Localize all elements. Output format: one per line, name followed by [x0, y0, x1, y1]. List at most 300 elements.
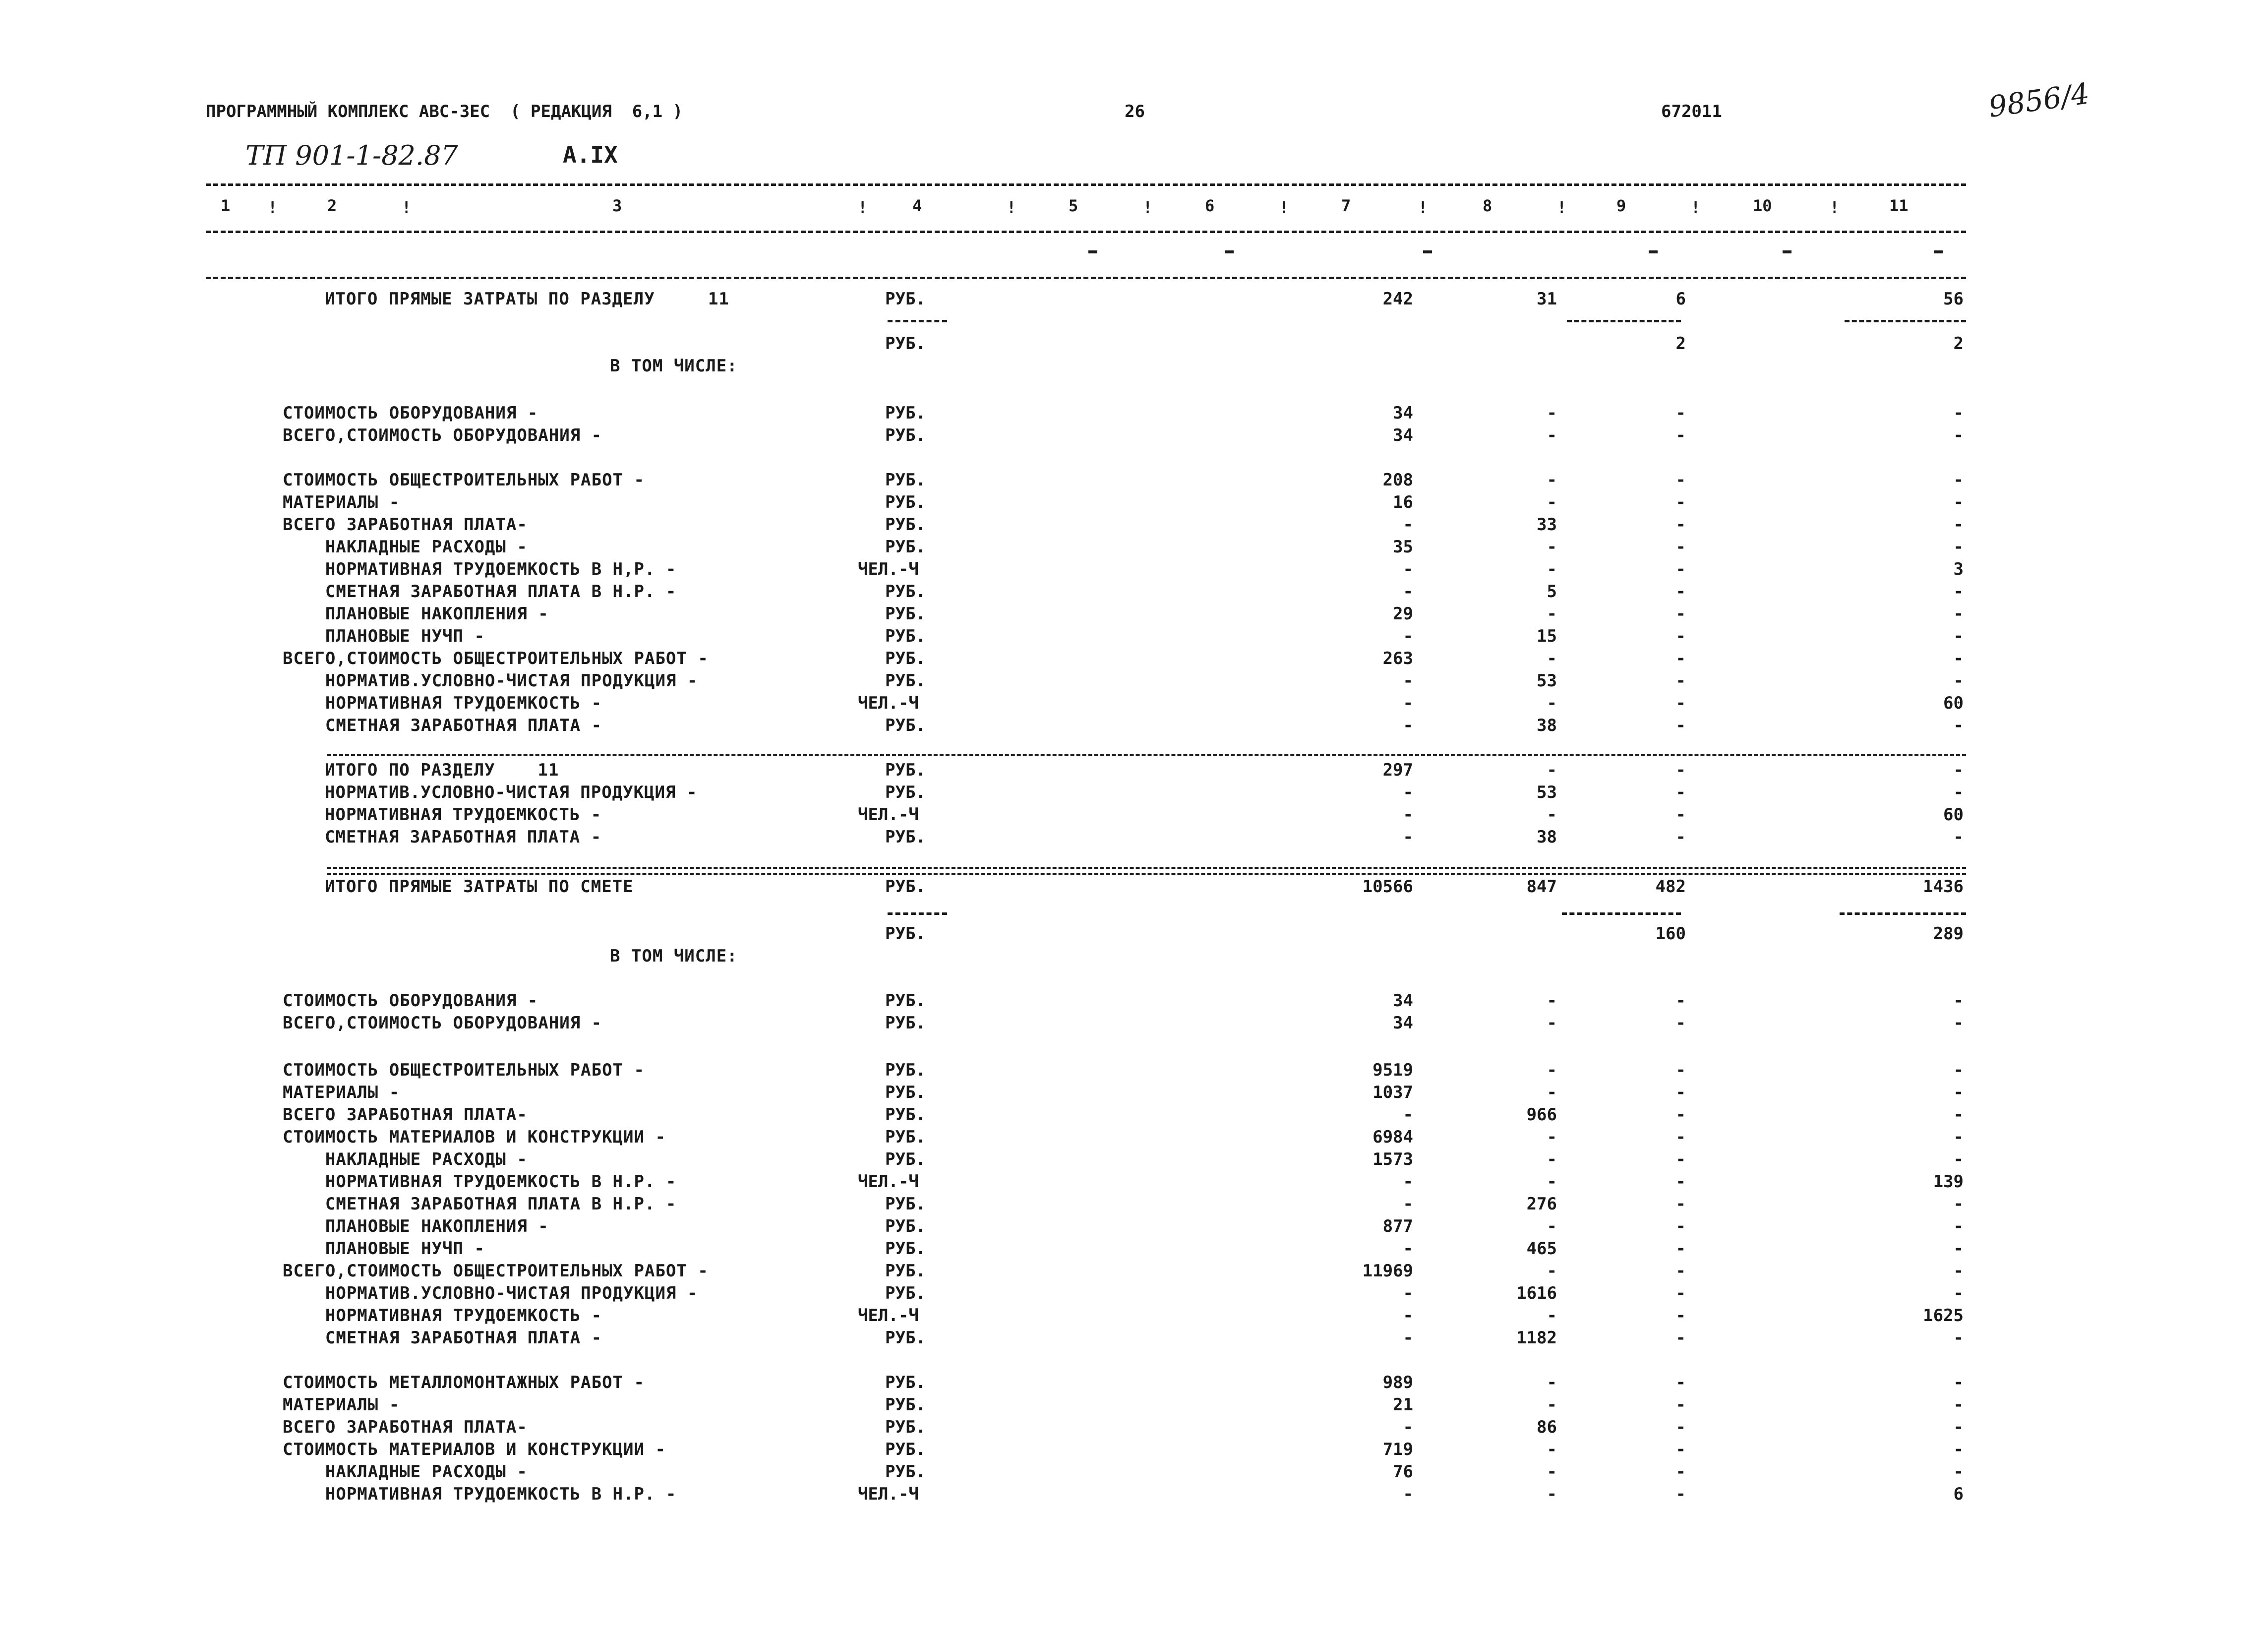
- cell-col-9: 2: [1675, 334, 1686, 354]
- cell-col-7: -: [1403, 783, 1413, 802]
- row-label: НОРМАТИВ.УСЛОВНО-ЧИСТАЯ ПРОДУКЦИЯ -: [283, 671, 698, 691]
- cell-col-8: -: [1547, 1306, 1557, 1326]
- cell-col-11: -: [1953, 1216, 1964, 1236]
- cell-col-11: -: [1953, 470, 1964, 490]
- row-unit: РУБ.: [885, 515, 926, 535]
- row-label: НОРМАТИВНАЯ ТРУДОЕМКОСТЬ В Н,Р. -: [283, 559, 677, 579]
- column-dash: [1783, 250, 1791, 253]
- cell-col-8: 5: [1547, 582, 1557, 602]
- cell-col-7: -: [1403, 805, 1413, 825]
- cell-col-9: -: [1675, 1083, 1686, 1102]
- section-rule-2: [327, 867, 1966, 869]
- table-row: [0, 1059, 2268, 1082]
- table-row: [0, 714, 2268, 737]
- cell-col-9: -: [1675, 425, 1686, 445]
- cell-col-8: 15: [1537, 626, 1557, 646]
- table-row: [0, 424, 2268, 447]
- table-row: [0, 826, 2268, 848]
- unit-underline-1: [888, 320, 947, 322]
- row-unit: РУБ.: [885, 1239, 926, 1259]
- cell-col-7: 76: [1393, 1462, 1413, 1482]
- row-label: НОРМАТИВНАЯ ТРУДОЕМКОСТЬ -: [283, 1306, 602, 1326]
- cell-col-8: 847: [1526, 877, 1557, 897]
- cell-col-7: 34: [1393, 1013, 1413, 1033]
- table-row: [0, 288, 2268, 310]
- cell-col-7: -: [1403, 1239, 1413, 1259]
- row-label: НОРМАТИВ.УСЛОВНО-ЧИСТАЯ ПРОДУКЦИЯ -: [325, 783, 698, 802]
- cell-col-8: -: [1547, 805, 1557, 825]
- row-unit: РУБ.: [885, 537, 926, 557]
- table-row: [0, 803, 2268, 826]
- row-unit: РУБ.: [885, 1283, 926, 1303]
- row-unit: РУБ.: [885, 1194, 926, 1214]
- cell-col-7: -: [1403, 559, 1413, 579]
- column-dash: [1934, 250, 1943, 253]
- cell-col-8: -: [1547, 559, 1557, 579]
- cell-col-11: -: [1953, 1440, 1964, 1459]
- cell-col-9: -: [1675, 582, 1686, 602]
- column-separator: !: [268, 198, 278, 217]
- cell-col-8: 38: [1537, 716, 1557, 735]
- row-label: НОРМАТИВНАЯ ТРУДОЕМКОСТЬ -: [325, 805, 602, 825]
- cell-col-9: -: [1675, 649, 1686, 668]
- column-separator: !: [1279, 198, 1289, 217]
- cell-col-7: -: [1403, 1484, 1413, 1504]
- table-row: [0, 513, 2268, 536]
- row-label: ВСЕГО ЗАРАБОТНАЯ ПЛАТА-: [283, 1417, 528, 1437]
- cell-col-11: -: [1953, 716, 1964, 735]
- cell-col-11: -: [1953, 1395, 1964, 1415]
- row-unit: РУБ.: [885, 582, 926, 602]
- row-unit: РУБ.: [885, 760, 926, 780]
- cell-col-8: -: [1547, 403, 1557, 423]
- cell-col-7: 1037: [1373, 1083, 1413, 1102]
- cell-col-9: -: [1675, 1373, 1686, 1392]
- cell-col-11: -: [1953, 1328, 1964, 1348]
- table-row: [0, 536, 2268, 558]
- column-number-7: 7: [1341, 196, 1351, 215]
- row-unit: РУБ.: [885, 1060, 926, 1080]
- row-unit: РУБ.: [885, 626, 926, 646]
- cell-col-7: 6984: [1373, 1127, 1413, 1147]
- cell-col-7: 719: [1382, 1440, 1413, 1459]
- row-unit: РУБ.: [885, 671, 926, 691]
- cell-col-7: 34: [1393, 403, 1413, 423]
- row-label: НОРМАТИВНАЯ ТРУДОЕМКОСТЬ -: [283, 693, 602, 713]
- row-label: МАТЕРИАЛЫ -: [283, 492, 400, 512]
- table-row: [0, 1170, 2268, 1193]
- row-label: НОРМАТИВ.УСЛОВНО-ЧИСТАЯ ПРОДУКЦИЯ -: [283, 1283, 698, 1303]
- column-number-1: 1: [221, 196, 231, 215]
- cell-col-11: 289: [1933, 924, 1964, 944]
- cell-col-9: -: [1675, 805, 1686, 825]
- row-label: ПЛАНОВЫЕ НУЧП -: [283, 1239, 485, 1259]
- cell-col-9: -: [1675, 827, 1686, 847]
- cell-col-9: -: [1675, 693, 1686, 713]
- column-number-10: 10: [1753, 196, 1772, 215]
- row-label: ВСЕГО,СТОИМОСТЬ ОБОРУДОВАНИЯ -: [283, 425, 602, 445]
- row-unit: ЧЕЛ.-Ч: [858, 1172, 919, 1192]
- cell-col-9: -: [1675, 515, 1686, 535]
- cell-col-8: -: [1547, 1484, 1557, 1504]
- cell-col-7: 1573: [1373, 1149, 1413, 1169]
- cell-col-11: -: [1953, 1060, 1964, 1080]
- table-row: [0, 1126, 2268, 1148]
- header-top-rule: [206, 183, 1966, 186]
- cell-col-8: 1182: [1516, 1328, 1557, 1348]
- row-unit: РУБ.: [885, 1105, 926, 1125]
- cell-col-9: -: [1675, 1328, 1686, 1348]
- row-unit: РУБ.: [885, 604, 926, 624]
- row-label: В ТОМ ЧИСЛЕ:: [610, 946, 738, 966]
- cell-col-7: -: [1403, 1283, 1413, 1303]
- cell-col-8: -: [1547, 1127, 1557, 1147]
- cell-col-9: -: [1675, 1395, 1686, 1415]
- row-label: ВСЕГО,СТОИМОСТЬ ОБОРУДОВАНИЯ -: [283, 1013, 602, 1033]
- table-row: [0, 1304, 2268, 1327]
- cell-col-7: -: [1403, 1194, 1413, 1214]
- cell-col-9: -: [1675, 1216, 1686, 1236]
- row-label: СМЕТНАЯ ЗАРАБОТНАЯ ПЛАТА -: [325, 827, 602, 847]
- row-unit: ЧЕЛ.-Ч: [858, 693, 919, 713]
- cell-col-8: 53: [1537, 671, 1557, 691]
- cell-col-9: -: [1675, 1261, 1686, 1281]
- cell-col-9: -: [1675, 1127, 1686, 1147]
- row-label: МАТЕРИАЛЫ -: [283, 1395, 400, 1415]
- table-row: [0, 491, 2268, 514]
- column-separator: !: [858, 198, 868, 217]
- row-label: ИТОГО ПРЯМЫЕ ЗАТРАТЫ ПО РАЗДЕЛУ 11: [325, 289, 729, 309]
- column-number-9: 9: [1616, 196, 1626, 215]
- cell-col-11: -: [1953, 425, 1964, 445]
- cell-col-8: 276: [1526, 1194, 1557, 1214]
- column-number-8: 8: [1483, 196, 1492, 215]
- cell-col-8: 465: [1526, 1239, 1557, 1259]
- cell-col-7: 35: [1393, 537, 1413, 557]
- cell-col-9: -: [1675, 626, 1686, 646]
- c11-underline-1: [1845, 320, 1966, 322]
- cell-col-11: 3: [1953, 559, 1964, 579]
- row-label: НОРМАТИВНАЯ ТРУДОЕМКОСТЬ В Н.Р. -: [283, 1484, 677, 1504]
- row-label: СТОИМОСТЬ ОБОРУДОВАНИЯ -: [283, 403, 538, 423]
- cell-col-7: -: [1403, 1105, 1413, 1125]
- row-label: ПЛАНОВЫЕ НУЧП -: [283, 626, 485, 646]
- cell-col-11: -: [1953, 1194, 1964, 1214]
- cell-col-11: 60: [1943, 693, 1964, 713]
- cell-col-11: -: [1953, 1013, 1964, 1033]
- table-row: [0, 692, 2268, 715]
- row-unit: РУБ.: [885, 334, 926, 354]
- cell-col-11: -: [1953, 403, 1964, 423]
- cell-col-9: -: [1675, 1306, 1686, 1326]
- column-dash: [1088, 250, 1097, 253]
- cell-col-9: -: [1675, 470, 1686, 490]
- row-label: СТОИМОСТЬ ОБЩЕСТРОИТЕЛЬНЫХ РАБОТ -: [283, 470, 645, 490]
- row-unit: РУБ.: [885, 289, 926, 309]
- cell-col-11: -: [1953, 991, 1964, 1011]
- unit-underline-2: [888, 912, 947, 915]
- cell-col-11: -: [1953, 1373, 1964, 1392]
- cell-col-7: -: [1403, 515, 1413, 535]
- c9-underline-2: [1562, 912, 1681, 915]
- row-label: СМЕТНАЯ ЗАРАБОТНАЯ ПЛАТА -: [283, 716, 602, 735]
- row-label: В ТОМ ЧИСЛЕ:: [610, 356, 738, 376]
- cell-col-9: 482: [1655, 877, 1686, 897]
- column-separator: !: [1830, 198, 1840, 217]
- cell-col-11: -: [1953, 492, 1964, 512]
- section-rule-1: [327, 754, 1966, 756]
- cell-col-7: 989: [1382, 1373, 1413, 1392]
- column-number-5: 5: [1069, 196, 1078, 215]
- row-label: СТОИМОСТЬ ОБОРУДОВАНИЯ -: [283, 991, 538, 1011]
- row-unit: ЧЕЛ.-Ч: [858, 805, 919, 825]
- cell-col-9: -: [1675, 783, 1686, 802]
- cell-col-9: -: [1675, 1105, 1686, 1125]
- table-row: [0, 1483, 2268, 1506]
- cell-col-8: -: [1547, 1462, 1557, 1482]
- row-unit: РУБ.: [885, 1395, 926, 1415]
- cell-col-8: -: [1547, 537, 1557, 557]
- row-unit: РУБ.: [885, 783, 926, 802]
- table-row: [0, 781, 2268, 804]
- cell-col-11: -: [1953, 604, 1964, 624]
- row-label: ВСЕГО ЗАРАБОТНАЯ ПЛАТА-: [283, 1105, 528, 1125]
- cell-col-8: -: [1547, 991, 1557, 1011]
- cell-col-11: -: [1953, 1149, 1964, 1169]
- row-label: МАТЕРИАЛЫ -: [283, 1083, 400, 1102]
- cell-col-11: -: [1953, 1283, 1964, 1303]
- c11-underline-2: [1840, 912, 1966, 915]
- row-label: ВСЕГО,СТОИМОСТЬ ОБЩЕСТРОИТЕЛЬНЫХ РАБОТ -: [283, 1261, 709, 1281]
- cell-col-11: -: [1953, 649, 1964, 668]
- cell-col-11: 2: [1953, 334, 1964, 354]
- column-dash: [1423, 250, 1432, 253]
- table-row: [0, 1282, 2268, 1305]
- cell-col-11: 1625: [1923, 1306, 1964, 1326]
- header-bottom-rule: [206, 231, 1966, 233]
- table-row: [0, 580, 2268, 603]
- cell-col-8: -: [1547, 1395, 1557, 1415]
- table-row: [0, 669, 2268, 692]
- cell-col-8: 1616: [1516, 1283, 1557, 1303]
- table-row: [0, 759, 2268, 782]
- cell-col-7: 9519: [1373, 1060, 1413, 1080]
- cell-col-7: 29: [1393, 604, 1413, 624]
- cell-col-11: -: [1953, 1417, 1964, 1437]
- row-label: ВСЕГО ЗАРАБОТНАЯ ПЛАТА-: [283, 515, 528, 535]
- c9-underline-1: [1567, 320, 1681, 322]
- row-unit: РУБ.: [885, 924, 926, 944]
- row-unit: РУБ.: [885, 827, 926, 847]
- cell-col-9: -: [1675, 1172, 1686, 1192]
- program-header: ПРОГРАММНЫЙ КОМПЛЕКС АВС-3ЕС ( РЕДАКЦИЯ 6,1 ): [206, 102, 683, 121]
- cell-col-9: -: [1675, 671, 1686, 691]
- document-id: ТП 901-1-82.87: [245, 140, 458, 171]
- table-row: [0, 1148, 2268, 1171]
- cell-col-7: 10566: [1362, 877, 1413, 897]
- row-label: СТОИМОСТЬ МЕТАЛЛОМОНТАЖНЫХ РАБОТ -: [283, 1373, 645, 1392]
- cell-col-7: -: [1403, 1306, 1413, 1326]
- row-unit: РУБ.: [885, 403, 926, 423]
- cell-col-7: -: [1403, 827, 1413, 847]
- cell-col-11: -: [1953, 783, 1964, 802]
- handwritten-reference: 9856/4: [1986, 76, 2091, 124]
- cell-col-7: 242: [1382, 289, 1413, 309]
- cell-col-8: -: [1547, 1149, 1557, 1169]
- cell-col-11: -: [1953, 760, 1964, 780]
- row-label: СМЕТНАЯ ЗАРАБОТНАЯ ПЛАТА В Н.Р. -: [283, 1194, 677, 1214]
- table-row: [0, 1416, 2268, 1439]
- column-number-2: 2: [327, 196, 337, 215]
- row-unit: ЧЕЛ.-Ч: [858, 1484, 919, 1504]
- row-unit: РУБ.: [885, 1127, 926, 1147]
- row-unit: РУБ.: [885, 877, 926, 897]
- row-label: ПЛАНОВЫЕ НАКОПЛЕНИЯ -: [283, 1216, 549, 1236]
- cell-col-7: -: [1403, 693, 1413, 713]
- column-separator: !: [1143, 198, 1153, 217]
- cell-col-8: -: [1547, 425, 1557, 445]
- table-row: [0, 875, 2268, 898]
- cell-col-11: -: [1953, 1105, 1964, 1125]
- cell-col-7: 34: [1393, 425, 1413, 445]
- row-label: НАКЛАДНЫЕ РАСХОДЫ -: [283, 537, 528, 557]
- album-number: А.IX: [563, 141, 618, 168]
- cell-col-11: -: [1953, 537, 1964, 557]
- cell-col-8: -: [1547, 1083, 1557, 1102]
- table-row: [0, 1371, 2268, 1394]
- cell-col-9: -: [1675, 492, 1686, 512]
- cell-col-9: -: [1675, 760, 1686, 780]
- cell-col-9: -: [1675, 1484, 1686, 1504]
- cell-col-9: -: [1675, 403, 1686, 423]
- cell-col-9: 6: [1675, 289, 1686, 309]
- cell-col-9: -: [1675, 1194, 1686, 1214]
- cell-col-8: -: [1547, 760, 1557, 780]
- column-number-3: 3: [612, 196, 622, 215]
- cell-col-8: -: [1547, 1172, 1557, 1192]
- table-row: [0, 1215, 2268, 1238]
- row-unit: РУБ.: [885, 1261, 926, 1281]
- column-separator: !: [402, 198, 412, 217]
- cell-col-9: 160: [1655, 924, 1686, 944]
- cell-col-11: -: [1953, 515, 1964, 535]
- table-row: [0, 945, 2268, 967]
- row-label: СТОИМОСТЬ МАТЕРИАЛОВ И КОНСТРУКЦИИ -: [283, 1440, 666, 1459]
- cell-col-9: -: [1675, 1149, 1686, 1169]
- cell-col-11: 6: [1953, 1484, 1964, 1504]
- cell-col-9: -: [1675, 716, 1686, 735]
- table-row: [0, 402, 2268, 424]
- cell-col-11: -: [1953, 1261, 1964, 1281]
- table-row: [0, 1103, 2268, 1126]
- cell-col-11: 139: [1933, 1172, 1964, 1192]
- cell-col-11: 56: [1943, 289, 1964, 309]
- cell-col-8: -: [1547, 649, 1557, 668]
- cell-col-7: -: [1403, 626, 1413, 646]
- cell-col-8: 966: [1526, 1105, 1557, 1125]
- column-separator: !: [1691, 198, 1701, 217]
- cell-col-8: -: [1547, 604, 1557, 624]
- cell-col-7: 16: [1393, 492, 1413, 512]
- table-row: [0, 1193, 2268, 1215]
- table-row: [0, 1081, 2268, 1104]
- cell-col-8: 31: [1537, 289, 1557, 309]
- cell-col-8: -: [1547, 1060, 1557, 1080]
- cell-col-8: 86: [1537, 1417, 1557, 1437]
- table-row: [0, 355, 2268, 377]
- row-label: СМЕТНАЯ ЗАРАБОТНАЯ ПЛАТА В Н.Р. -: [283, 582, 677, 602]
- table-row: [0, 1260, 2268, 1282]
- cell-col-7: -: [1403, 671, 1413, 691]
- cell-col-9: -: [1675, 604, 1686, 624]
- table-row: [0, 625, 2268, 648]
- table-row: [0, 603, 2268, 625]
- cell-col-9: -: [1675, 1417, 1686, 1437]
- cell-col-11: -: [1953, 1127, 1964, 1147]
- row-unit: РУБ.: [885, 1328, 926, 1348]
- row-unit: РУБ.: [885, 1013, 926, 1033]
- cell-col-9: -: [1675, 1462, 1686, 1482]
- row-unit: РУБ.: [885, 1373, 926, 1392]
- column-separator: !: [1418, 198, 1428, 217]
- column-separator: !: [1557, 198, 1567, 217]
- cell-col-8: -: [1547, 1216, 1557, 1236]
- column-dash: [1225, 250, 1234, 253]
- cell-col-8: -: [1547, 693, 1557, 713]
- cell-col-8: -: [1547, 1013, 1557, 1033]
- cell-col-11: 60: [1943, 805, 1964, 825]
- cell-col-7: -: [1403, 582, 1413, 602]
- document-code: 672011: [1661, 102, 1722, 121]
- row-unit: РУБ.: [885, 1440, 926, 1459]
- row-unit: РУБ.: [885, 492, 926, 512]
- row-label: ИТОГО ПРЯМЫЕ ЗАТРАТЫ ПО СМЕТЕ: [325, 877, 634, 897]
- row-unit: РУБ.: [885, 716, 926, 735]
- row-unit: РУБ.: [885, 649, 926, 668]
- cell-col-8: 53: [1537, 783, 1557, 802]
- column-dash: [1649, 250, 1658, 253]
- cell-col-7: 34: [1393, 991, 1413, 1011]
- row-unit: РУБ.: [885, 1216, 926, 1236]
- cell-col-11: 1436: [1923, 877, 1964, 897]
- cell-col-7: 21: [1393, 1395, 1413, 1415]
- cell-col-7: 263: [1382, 649, 1413, 668]
- cell-col-9: -: [1675, 537, 1686, 557]
- table-row: [0, 1438, 2268, 1461]
- cell-col-9: -: [1675, 1060, 1686, 1080]
- cell-col-11: -: [1953, 827, 1964, 847]
- cell-col-8: -: [1547, 492, 1557, 512]
- cell-col-9: -: [1675, 991, 1686, 1011]
- cell-col-8: 38: [1537, 827, 1557, 847]
- table-row: [0, 558, 2268, 581]
- table-row: [0, 647, 2268, 670]
- row-unit: ЧЕЛ.-Ч: [858, 1306, 919, 1326]
- column-separator: !: [1007, 198, 1016, 217]
- row-label: НАКЛАДНЫЕ РАСХОДЫ -: [283, 1462, 528, 1482]
- page-number: 26: [1125, 102, 1145, 121]
- row-label: ИТОГО ПО РАЗДЕЛУ 11: [325, 760, 559, 780]
- table-row: [0, 1237, 2268, 1260]
- table-row: [0, 1460, 2268, 1483]
- cell-col-7: 877: [1382, 1216, 1413, 1236]
- table-row: [0, 1012, 2268, 1034]
- cell-col-7: -: [1403, 1417, 1413, 1437]
- table-row: [0, 922, 2268, 945]
- cell-col-11: -: [1953, 626, 1964, 646]
- row-label: ВСЕГО,СТОИМОСТЬ ОБЩЕСТРОИТЕЛЬНЫХ РАБОТ -: [283, 649, 709, 668]
- cell-col-11: -: [1953, 1239, 1964, 1259]
